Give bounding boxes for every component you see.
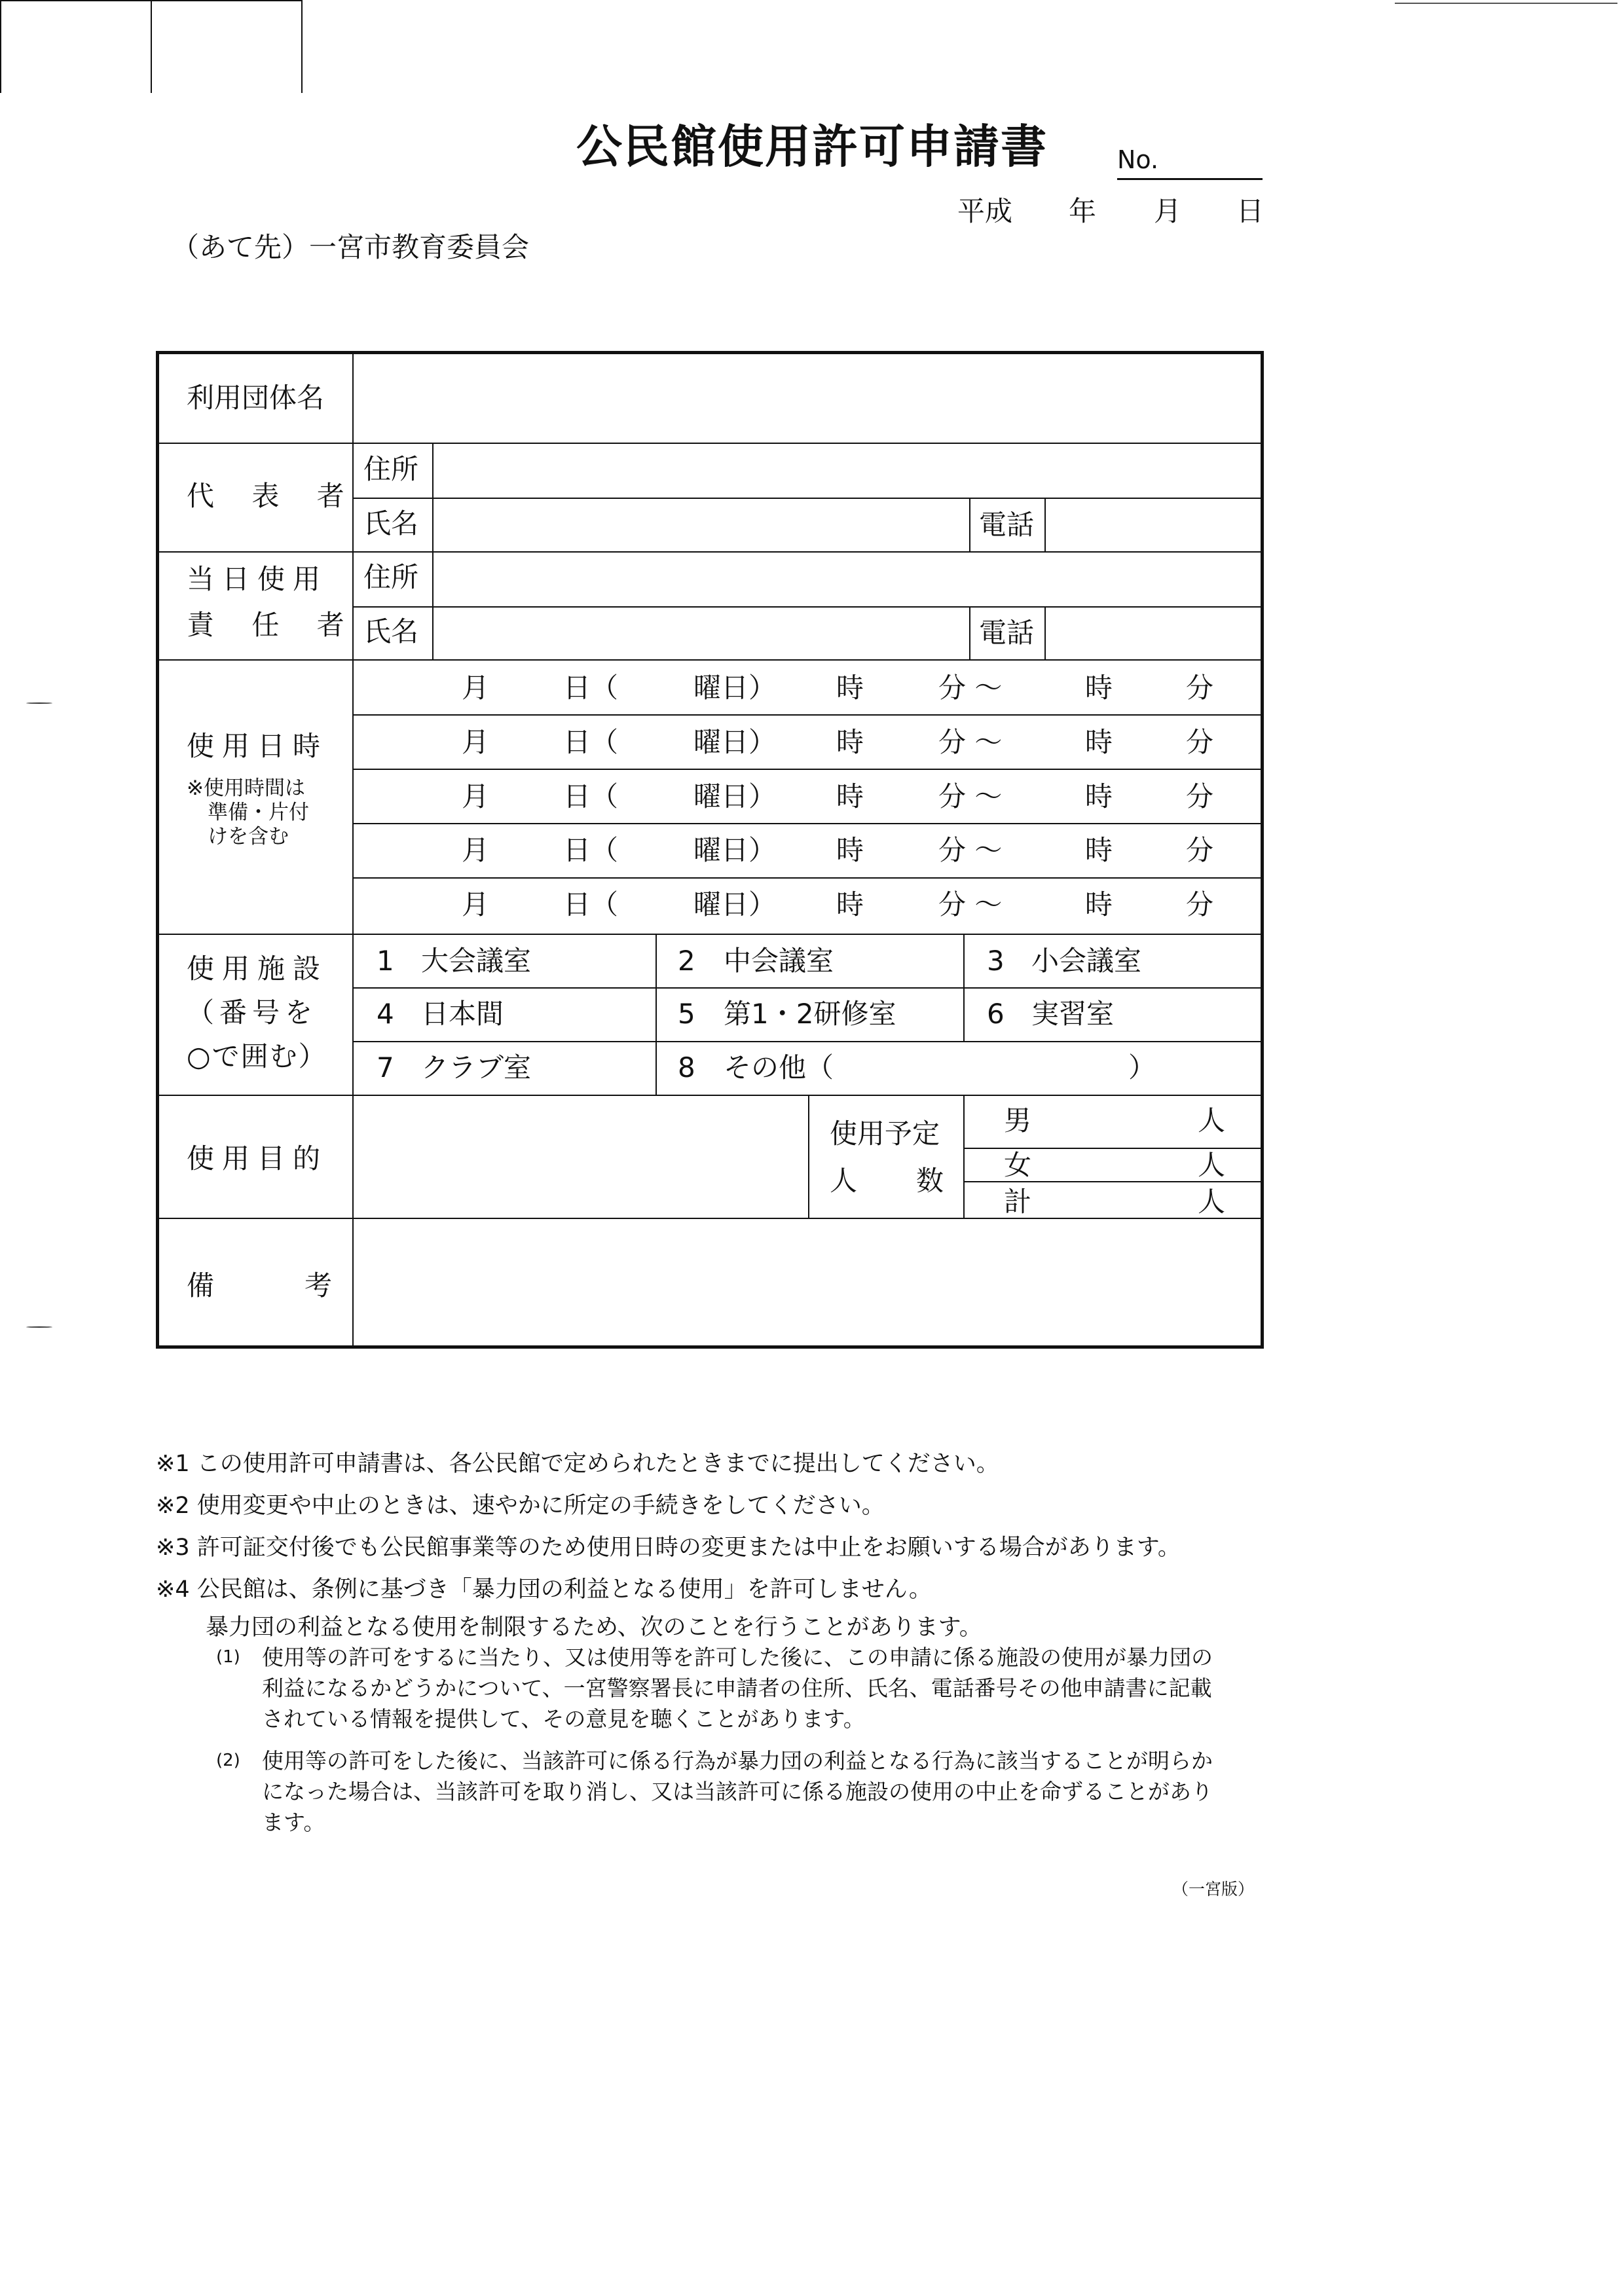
minute-unit: 分 ～ — [938, 726, 1003, 758]
year-label: 年 — [1069, 195, 1097, 227]
expected-count-label: 使用予定 — [830, 1118, 940, 1150]
remarks-label-a: 備 — [187, 1269, 215, 1302]
day-label: 日 — [1236, 195, 1264, 227]
item-2-line-1: 使用等の許可をした後に、当該許可に係る行為が暴力団の利益となる行為に該当することが明らか — [262, 1748, 1213, 1774]
hour-unit: 時 — [836, 834, 864, 866]
recipient: （あて先）一宮市教育委員会 — [172, 231, 530, 263]
hour-unit: 時 — [836, 888, 864, 920]
item-1-number: (1) — [216, 1647, 240, 1667]
purpose-field[interactable] — [354, 1096, 806, 1216]
representative-name-label: 氏名 — [363, 507, 419, 539]
female-count-field[interactable] — [1037, 1149, 1194, 1180]
male-label: 男 — [1004, 1104, 1032, 1137]
facility-other-close: ） — [1128, 1051, 1156, 1084]
representative-address-label: 住所 — [363, 453, 419, 485]
responsible-label-line1: 当日使用 — [187, 563, 329, 595]
day-unit: 日（ — [563, 888, 619, 920]
note-3: ※3 許可証交付後でも公民館事業等のため使用日時の変更または中止をお願いする場合があります。 — [156, 1535, 1181, 1561]
number-label: No. — [1117, 145, 1159, 174]
minute-unit: 分 ～ — [938, 834, 1003, 866]
stamp-box — [1, 1, 152, 93]
page-title: 公民館使用許可申請書 — [576, 120, 1048, 173]
facility-label-line3: ○で囲む） — [187, 1040, 327, 1072]
item-1-line-1: 使用等の許可をするに当たり、又は使用等を許可した後に、この申請に係る施設の使用が暴力団の — [262, 1645, 1213, 1670]
expected-count-label-2b: 数 — [916, 1165, 944, 1197]
note-1: ※1 この使用許可申請書は、各公民館で定められたときまでに提出してください。 — [156, 1451, 999, 1477]
responsible-phone-label: 電話 — [979, 617, 1035, 649]
month-label: 月 — [1154, 195, 1182, 227]
item-1-line-2: 利益になるかどうかについて、一宮警察署長に申請者の住所、氏名、電話番号その他申請書に記載 — [262, 1675, 1212, 1701]
representative-phone-label: 電話 — [979, 509, 1035, 541]
stamp-box — [152, 1, 301, 93]
facility-name: 日本間 — [421, 998, 504, 1030]
representative-label: 代 表 者 — [187, 480, 359, 512]
facility-number: 1 — [377, 945, 394, 977]
item-2-number: (2) — [216, 1751, 240, 1770]
month-unit: 月 — [462, 780, 490, 812]
remarks-field[interactable] — [354, 1219, 1261, 1345]
male-unit: 人 — [1198, 1104, 1226, 1137]
day-unit: 日（ — [563, 726, 619, 758]
item-2-line-3: ます。 — [262, 1810, 325, 1835]
facility-number: 2 — [678, 945, 695, 977]
era-label: 平成 — [957, 195, 1013, 227]
usage-datetime-label: 使用日時 — [187, 730, 329, 762]
responsible-name-field[interactable] — [434, 608, 968, 659]
day-unit: 日（ — [563, 780, 619, 812]
edition-label: （一宮版） — [1172, 1880, 1255, 1899]
purpose-label: 使用目的 — [187, 1142, 329, 1175]
total-count-field[interactable] — [1037, 1182, 1194, 1216]
item-1-line-3: されている情報を提供して、その意見を聴くことがあります。 — [262, 1706, 865, 1732]
hour-unit: 時 — [836, 672, 864, 704]
facility-name: その他（ — [724, 1051, 834, 1084]
scan-edge-line — [1395, 3, 1617, 4]
expected-count-label-2a: 人 — [830, 1165, 858, 1197]
responsible-name-label: 氏名 — [363, 615, 419, 647]
end-hour-unit: 時 — [1085, 888, 1113, 920]
total-label: 計 — [1004, 1186, 1032, 1218]
total-unit: 人 — [1198, 1186, 1226, 1218]
scan-mark — [26, 1326, 52, 1328]
representative-address-field[interactable] — [434, 444, 1261, 497]
end-hour-unit: 時 — [1085, 780, 1113, 812]
end-hour-unit: 時 — [1085, 672, 1113, 704]
note-4: ※4 公民館は、条例に基づき「暴力団の利益となる使用」を許可しません。 — [156, 1576, 932, 1603]
end-minute-unit: 分 — [1186, 780, 1214, 812]
representative-name-field[interactable] — [434, 499, 968, 551]
responsible-address-field[interactable] — [434, 553, 1261, 606]
responsible-label-line2: 責 任 者 — [187, 609, 359, 641]
group-name-label: 利用団体名 — [187, 382, 325, 414]
end-minute-unit: 分 — [1186, 888, 1214, 920]
responsible-address-label: 住所 — [363, 561, 419, 593]
end-hour-unit: 時 — [1085, 834, 1113, 866]
weekday-unit: 曜日） — [693, 780, 777, 812]
end-minute-unit: 分 — [1186, 672, 1214, 704]
month-unit: 月 — [462, 726, 490, 758]
hour-unit: 時 — [836, 780, 864, 812]
weekday-unit: 曜日） — [693, 834, 777, 866]
usage-datetime-note-1: ※使用時間は — [187, 776, 305, 800]
responsible-phone-field[interactable] — [1046, 608, 1261, 659]
hour-unit: 時 — [836, 726, 864, 758]
facility-number: 8 — [678, 1051, 695, 1084]
facility-name: 大会議室 — [421, 945, 532, 977]
male-count-field[interactable] — [1037, 1096, 1194, 1147]
minute-unit: 分 ～ — [938, 888, 1003, 920]
end-minute-unit: 分 — [1186, 726, 1214, 758]
end-hour-unit: 時 — [1085, 726, 1113, 758]
facility-name: クラブ室 — [421, 1051, 532, 1084]
item-2-line-2: になった場合は、当該許可を取り消し、又は当該許可に係る施設の使用の中止を命ずることがあり — [262, 1779, 1213, 1804]
note-4-sub: 暴力団の利益となる使用を制限するため、次のことを行うことがあります。 — [206, 1614, 982, 1641]
facility-number: 6 — [987, 998, 1005, 1030]
month-unit: 月 — [462, 888, 490, 920]
end-minute-unit: 分 — [1186, 834, 1214, 866]
facility-label-line2: （番号を — [187, 996, 318, 1029]
note-2: ※2 使用変更や中止のときは、速やかに所定の手続きをしてください。 — [156, 1493, 885, 1519]
facility-number: 3 — [987, 945, 1005, 977]
facility-number: 7 — [377, 1051, 394, 1084]
day-unit: 日（ — [563, 834, 619, 866]
facility-name: 第1・2研修室 — [724, 998, 896, 1030]
remarks-label-b: 考 — [304, 1269, 333, 1302]
weekday-unit: 曜日） — [693, 888, 777, 920]
female-unit: 人 — [1198, 1149, 1226, 1181]
month-unit: 月 — [462, 672, 490, 704]
weekday-unit: 曜日） — [693, 726, 777, 758]
facility-number: 5 — [678, 998, 695, 1030]
number-field[interactable] — [1117, 178, 1263, 180]
stamp-boxes — [0, 0, 303, 93]
facility-name: 中会議室 — [724, 945, 834, 977]
usage-datetime-note-2: 準備・片付 — [208, 801, 309, 824]
application-form — [156, 351, 1264, 1349]
facility-name: 実習室 — [1031, 998, 1115, 1030]
minute-unit: 分 ～ — [938, 672, 1003, 704]
minute-unit: 分 ～ — [938, 780, 1003, 812]
weekday-unit: 曜日） — [693, 672, 777, 704]
usage-datetime-note-3: けを含む — [208, 825, 289, 848]
facility-name: 小会議室 — [1031, 945, 1142, 977]
day-unit: 日（ — [563, 672, 619, 704]
scan-mark — [26, 702, 52, 704]
facility-number: 4 — [377, 998, 394, 1030]
facility-label-line1: 使用施設 — [187, 953, 329, 985]
female-label: 女 — [1004, 1149, 1032, 1181]
group-name-field[interactable] — [354, 354, 1261, 442]
month-unit: 月 — [462, 834, 490, 866]
representative-phone-field[interactable] — [1046, 499, 1261, 551]
